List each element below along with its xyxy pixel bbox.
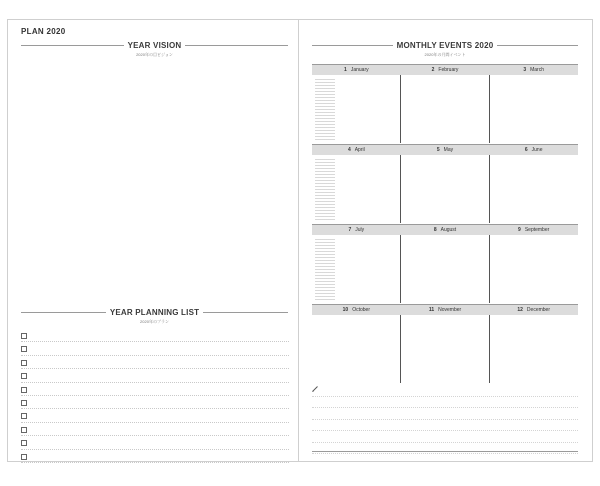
year-vision-heading [21,41,288,50]
checklist-row [21,450,289,463]
memo-row[interactable] [312,385,578,397]
month-body [312,235,578,303]
month-notes-column[interactable] [490,235,578,303]
month-name: May [443,147,454,153]
heading-rule [21,45,124,46]
monthly-events-title: MONTHLY EVENTS 2020 [396,41,494,50]
day-lines [315,159,335,221]
month-row [312,65,578,143]
month-notes-column[interactable] [401,235,490,303]
month-header [489,65,578,75]
month-body [312,155,578,223]
month-name: December [526,307,550,313]
month-notes-column[interactable] [401,155,490,223]
month-header [401,305,490,315]
checklist-row [21,396,289,409]
month-number: 1 [344,67,347,73]
heading-rule [21,312,106,313]
month-notes-column[interactable] [312,235,401,303]
checklist-row [21,423,289,436]
month-name: April [354,147,365,153]
month-header-band [312,305,578,315]
checkbox[interactable] [21,333,27,339]
memo-row[interactable] [312,408,578,420]
month-notes-column[interactable] [312,155,401,223]
day-lines [315,79,335,141]
checkbox[interactable] [21,346,27,352]
month-name: November [438,307,462,313]
checkbox[interactable] [21,413,27,419]
checklist-row [21,436,289,449]
month-header [489,225,578,235]
planning-checklist [21,329,289,463]
month-header-band [312,145,578,155]
memo-row[interactable] [312,443,578,455]
heading-rule [185,45,288,46]
heading-rule [312,45,393,46]
month-row [312,305,578,383]
month-header [401,225,490,235]
year-planning-list-subtitle: 2020年のプラン [140,319,169,324]
checklist-row [21,342,289,355]
month-number: 8 [433,227,437,233]
month-notes-column[interactable] [490,155,578,223]
month-number: 11 [428,307,435,313]
checkbox[interactable] [21,387,27,393]
month-name: October [352,307,371,313]
month-name: August [440,227,457,233]
month-header [312,225,401,235]
month-name: January [350,67,369,73]
month-number: 2 [431,67,435,73]
month-number: 5 [436,147,440,153]
month-notes-column[interactable] [490,75,578,143]
checklist-row [21,383,289,396]
memo-row[interactable] [312,431,578,443]
checkbox[interactable] [21,427,27,433]
checkbox[interactable] [21,400,27,406]
month-notes-column[interactable] [490,315,578,383]
month-name: July [355,227,365,233]
month-number: 10 [342,307,349,313]
checklist-row [21,369,289,382]
month-number: 7 [348,227,352,233]
month-header [489,305,578,315]
checkbox[interactable] [21,440,27,446]
month-row [312,225,578,303]
month-name: September [524,227,550,233]
month-number: 4 [347,147,351,153]
month-notes-column[interactable] [312,75,401,143]
page-divider [298,19,299,462]
month-number: 6 [524,147,528,153]
month-header [401,145,490,155]
memo-row[interactable] [312,420,578,432]
month-notes-column[interactable] [312,315,401,383]
monthly-events-subtitle: 2020年の月間イベント [424,52,466,57]
month-name: February [438,67,459,73]
heading-rule [497,45,578,46]
month-notes-column[interactable] [401,315,490,383]
plan-title: PLAN 2020 [21,27,66,36]
checklist-row [21,409,289,422]
month-row [312,145,578,223]
heading-rule [203,312,288,313]
checkbox[interactable] [21,373,27,379]
year-vision-subtitle: 2020年の目ビジョン [136,52,173,57]
year-planning-list-heading [21,308,288,317]
year-vision-title: YEAR VISION [127,41,182,50]
memo-bottom-rule [312,451,578,452]
day-lines [315,239,335,301]
month-header [312,305,401,315]
month-header [312,65,401,75]
month-body [312,315,578,383]
month-number: 3 [523,67,527,73]
checklist-row [21,329,289,342]
month-header-band [312,225,578,235]
month-header [401,65,490,75]
memo-row[interactable] [312,397,578,409]
month-name: June [531,147,543,153]
month-number: 12 [517,307,523,313]
year-planning-list-title: YEAR PLANNING LIST [109,308,200,317]
checkbox[interactable] [21,360,27,366]
month-number: 9 [518,227,521,233]
checkbox[interactable] [21,454,27,460]
monthly-events-heading [312,41,578,50]
month-header [489,145,578,155]
month-notes-column[interactable] [401,75,490,143]
checklist-row [21,356,289,369]
memo-lines [312,385,578,451]
month-name: March [530,67,545,73]
month-body [312,75,578,143]
month-header-band [312,65,578,75]
month-header [312,145,401,155]
